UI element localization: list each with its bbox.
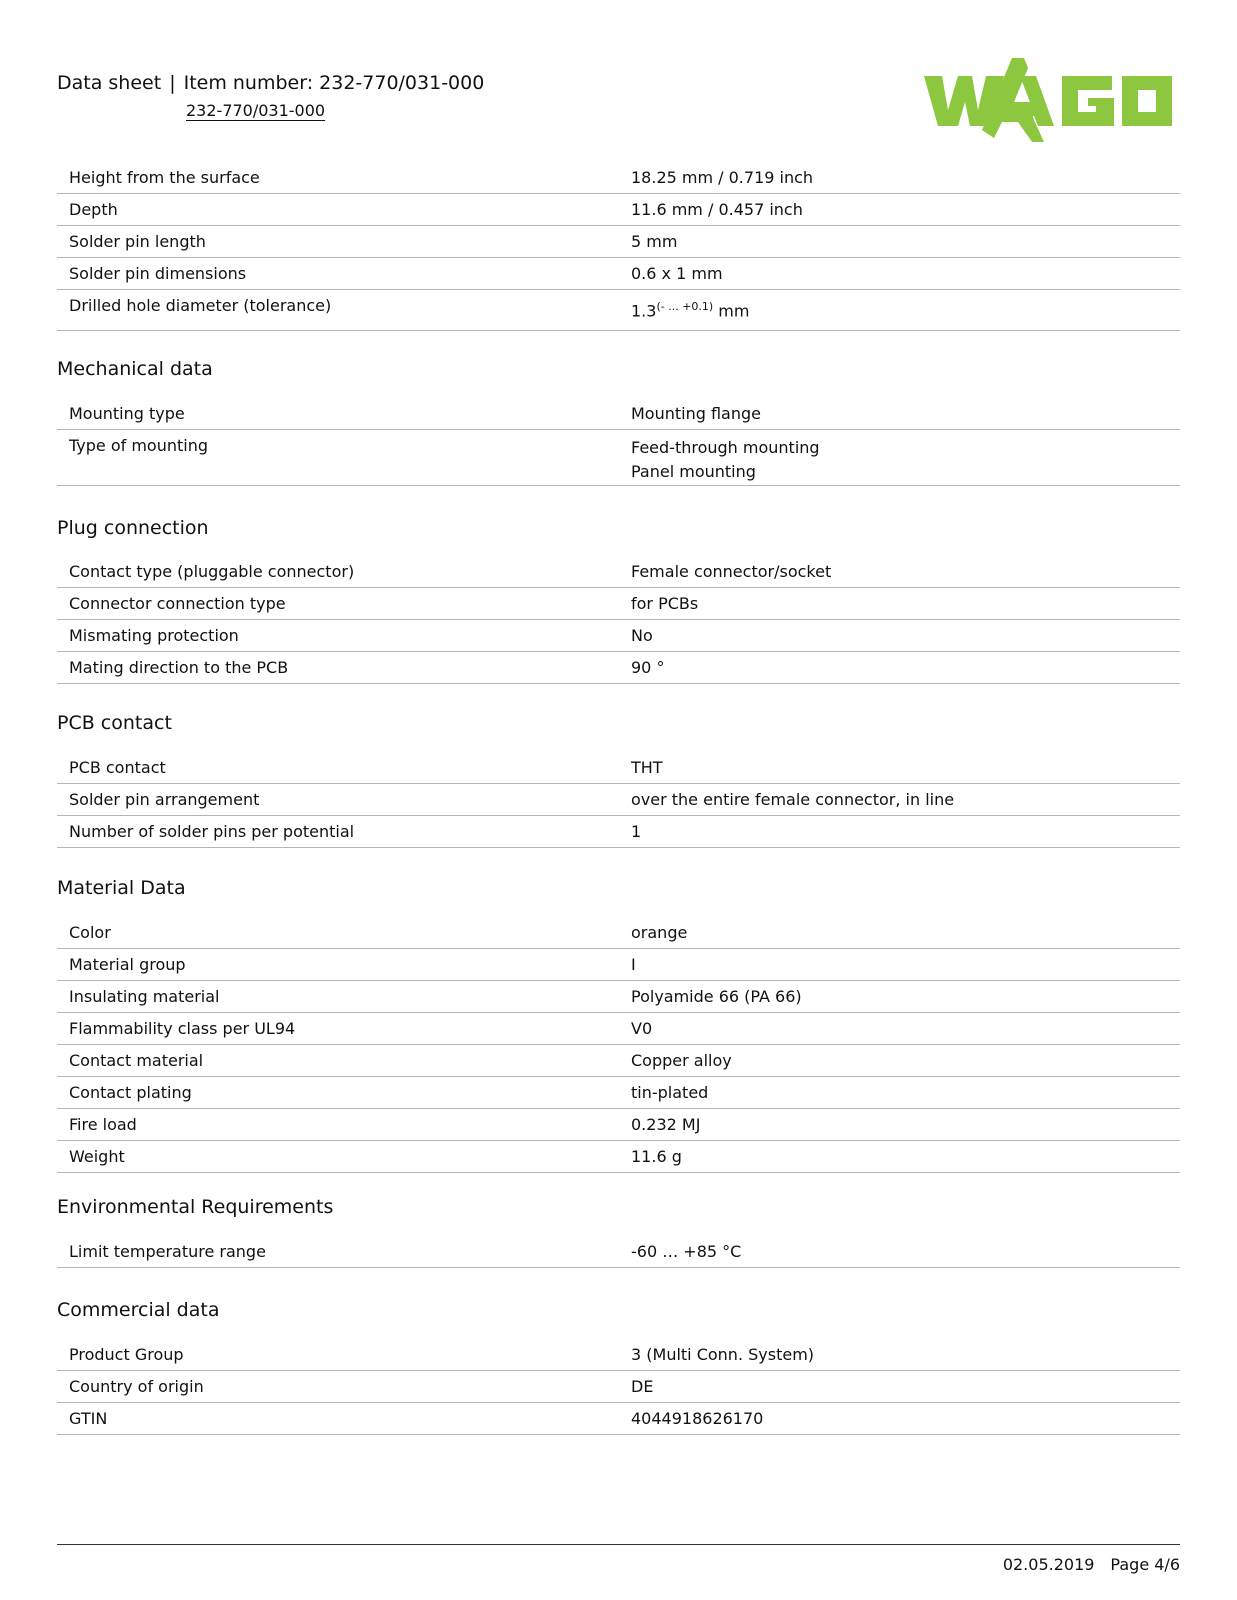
row-value: No [631, 626, 653, 645]
table-row [57, 1236, 1180, 1268]
row-value: Mounting flange [631, 404, 761, 423]
value-line: Panel mounting [631, 462, 756, 481]
row-value [631, 436, 820, 484]
table-row [57, 784, 1180, 816]
row-value: for PCBs [631, 594, 699, 613]
table-row [57, 258, 1180, 290]
material-table [57, 917, 1180, 1173]
row-value: Polyamide 66 (PA 66) [631, 987, 802, 1006]
row-label: Limit temperature range [69, 1242, 266, 1261]
wago-logo [924, 58, 1180, 143]
row-value: 1 [631, 822, 642, 841]
row-label: Country of origin [69, 1377, 204, 1396]
table-row [57, 620, 1180, 652]
row-value: 11.6 g [631, 1147, 682, 1166]
table-row [57, 1045, 1180, 1077]
title-separator: | [169, 72, 176, 94]
row-label: Solder pin dimensions [69, 264, 247, 283]
table-row [57, 981, 1180, 1013]
row-value: orange [631, 923, 688, 942]
pcb-table [57, 752, 1180, 848]
row-value: 0.6 x 1 mm [631, 264, 723, 283]
mechanical-table [57, 398, 1180, 486]
row-label: GTIN [69, 1409, 108, 1428]
row-value: 11.6 mm / 0.457 inch [631, 200, 803, 219]
row-label: Connector connection type [69, 594, 286, 613]
row-value: -60 … +85 °C [631, 1242, 742, 1261]
value-tolerance: (- ... +0.1) [656, 300, 714, 313]
row-value: DE [631, 1377, 654, 1396]
table-row [57, 917, 1180, 949]
row-value: I [631, 955, 636, 974]
row-value: over the entire female connector, in line [631, 790, 955, 809]
row-label: Mismating protection [69, 626, 239, 645]
row-label: Mating direction to the PCB [69, 658, 289, 677]
footer-divider [57, 1544, 1180, 1545]
value-line: Feed-through mounting [631, 438, 820, 457]
row-label: Depth [69, 200, 118, 219]
row-label: Contact material [69, 1051, 204, 1070]
table-row [57, 1013, 1180, 1045]
row-label: Contact plating [69, 1083, 192, 1102]
row-value: 5 mm [631, 232, 678, 251]
value-base: 1.3 [631, 301, 657, 321]
row-value: 90 ° [631, 658, 665, 677]
dimensions-table [57, 162, 1180, 331]
row-label: Fire load [69, 1115, 137, 1134]
row-value: 3 (Multi Conn. System) [631, 1345, 815, 1364]
table-row [57, 1371, 1180, 1403]
section-title-plug: Plug connection [57, 517, 209, 539]
row-value: 18.25 mm / 0.719 inch [631, 168, 814, 187]
row-label: Weight [69, 1147, 125, 1166]
environment-table [57, 1236, 1180, 1268]
table-row [57, 1339, 1180, 1371]
row-value: Female connector/socket [631, 562, 832, 581]
table-row [57, 556, 1180, 588]
section-title-commercial: Commercial data [57, 1299, 220, 1321]
table-row [57, 194, 1180, 226]
table-row [57, 162, 1180, 194]
table-row [57, 652, 1180, 684]
row-label: Type of mounting [69, 436, 209, 455]
row-label: Solder pin arrangement [69, 790, 260, 809]
row-label: Material group [69, 955, 186, 974]
row-label: Contact type (pluggable connector) [69, 562, 355, 581]
page-footer [1003, 1555, 1180, 1574]
row-label: Mounting type [69, 404, 185, 423]
row-label: Insulating material [69, 987, 220, 1006]
table-row [57, 588, 1180, 620]
row-value: 4044918626170 [631, 1409, 764, 1428]
row-label: Number of solder pins per potential [69, 822, 355, 841]
table-row [57, 1077, 1180, 1109]
row-value: Copper alloy [631, 1051, 732, 1070]
section-title-environment: Environmental Requirements [57, 1196, 334, 1218]
table-row [57, 290, 1180, 331]
table-row [57, 816, 1180, 848]
row-value: tin-plated [631, 1083, 709, 1102]
table-row [57, 949, 1180, 981]
plug-table [57, 556, 1180, 684]
table-row [57, 752, 1180, 784]
document-title [57, 72, 484, 94]
table-row [57, 226, 1180, 258]
section-title-mechanical: Mechanical data [57, 358, 213, 380]
item-number-link[interactable]: 232-770/031-000 [186, 101, 326, 120]
table-row [57, 1141, 1180, 1173]
table-row [57, 1403, 1180, 1435]
row-label: PCB contact [69, 758, 166, 777]
row-value: V0 [631, 1019, 653, 1038]
footer-page-number: Page 4/6 [1110, 1555, 1180, 1574]
row-label: Solder pin length [69, 232, 206, 251]
row-value [631, 300, 749, 320]
table-row [57, 398, 1180, 430]
item-number-label: Item number: 232-770/031-000 [183, 72, 485, 94]
row-label: Product Group [69, 1345, 184, 1364]
table-row [57, 1109, 1180, 1141]
row-label: Drilled hole diameter (tolerance) [69, 296, 332, 315]
value-unit: mm [713, 301, 750, 321]
section-title-material: Material Data [57, 877, 186, 899]
row-label: Color [69, 923, 111, 942]
table-row [57, 430, 1180, 486]
doc-type: Data sheet [57, 72, 162, 94]
row-value: THT [631, 758, 663, 777]
section-title-pcb: PCB contact [57, 712, 172, 734]
row-value: 0.232 MJ [631, 1115, 701, 1134]
footer-date: 02.05.2019 [1002, 1555, 1095, 1574]
commercial-table [57, 1339, 1180, 1435]
row-label: Height from the surface [69, 168, 260, 187]
row-label: Flammability class per UL94 [69, 1019, 296, 1038]
